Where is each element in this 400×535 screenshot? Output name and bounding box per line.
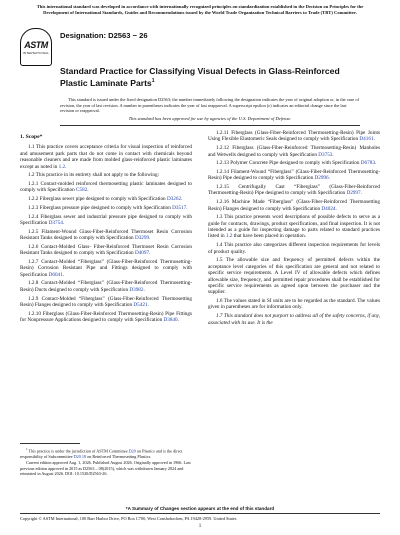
- clause-1-2-5: 1.2.5 Filament-Wound Glass-Fiber-Reinforced Thermoset Resin Corrosion Resistant Tanks designed to comply with Specification D3299.: [20, 228, 192, 242]
- right-column: [208, 130, 380, 328]
- clause-1-2-3: 1.2.3 Fiberglass pressure pipe designed to comply with Specification D3517.: [28, 204, 188, 211]
- summary-of-changes-note: *A Summary of Changes section appears at the end of this standard: [125, 506, 275, 511]
- spec-link-d3517[interactable]: D3517: [172, 204, 187, 211]
- spec-link-d6783[interactable]: D6783: [360, 160, 375, 167]
- page-number: 1: [198, 524, 202, 529]
- footnote-1: $^1$ This practice is under the jurisdiction of ASTM Committee D20 on Plastics and is the direct responsibility of Subcommittee D20.18 on Reinforced Thermosetting Plastics.: [20, 447, 183, 459]
- spec-link-d3982[interactable]: D3982: [129, 286, 144, 293]
- spec-link-d4024[interactable]: D4024: [321, 205, 336, 212]
- tbt-notice: This international standard was developed in accordance with internationally recognized principles on standardization established in the Decision on Principles for the Development of International Standards, Guides and Recommendations issued by the World Trade Organization Technical Barriers to Trade (TBT) Committee.: [36, 4, 364, 15]
- clause-1-1: 1.1 This practice covers acceptance criteria for visual inspection of reinforced and amusement park parts that do not come in contact with chemicals beyond reasonable cleaners and are made from molded glass-reinforced plastic laminates except as noted in 1.2.: [20, 144, 192, 170]
- clause-1-2: 1.2 This practice in its entirety shall not apply to the following:: [28, 172, 160, 179]
- clause-1-7: 1.7 This standard does not purport to address all of the safety concerns, if any, associated with its use. It is the: [208, 313, 380, 326]
- footer-divider: [20, 513, 380, 514]
- section-heading-scope: 1. Scope*: [20, 134, 43, 140]
- footnotes: [20, 447, 192, 477]
- spec-link-d3299[interactable]: D3299: [134, 235, 150, 242]
- clause-1-2-16: 1.2.16 Machine Made “Fiberglass” (Glass-Fiber-Reinforced Thermosetting Resin) Flanges designed to comply with Specification D4024.: [208, 199, 380, 212]
- subcommittee-link-d20-18[interactable]: D20.18: [73, 453, 87, 459]
- header-divider: [60, 125, 360, 126]
- spec-link-d2996[interactable]: D2996: [314, 175, 329, 182]
- clause-1-2-4: 1.2.4 Fiberglass sewer and industrial pressure pipe designed to comply with Specification D3754.: [20, 213, 192, 226]
- logo-mark: ASTM: [24, 39, 48, 50]
- clause-1-2-12: 1.2.12 Fiberglass (Glass-Fiber-Reinforced Thermosetting-Resin) Manholes and Wetwells designed to comply with Specification D3753.: [208, 145, 380, 158]
- clause-1-2-13: 1.2.13 Polymer Concrete Pipe designed to comply with Specification D6783.: [216, 160, 377, 167]
- spec-link-d3262[interactable]: D3262: [166, 196, 182, 203]
- issuance-statement: [60, 97, 360, 114]
- clause-1-2-8: 1.2.8 Contact-Molded “Fiberglass” (Glass-Fiber-Reinforced Thermosetting-Resin) Ducts designed to comply with Specification D3982.: [20, 280, 192, 293]
- clause-1-2-9: 1.2.9 Contact-Molded “Fiberglass” (Glass-Fiber-Reinforced Thermosetting Resin) Flanges designed to comply with Specification D5421.: [20, 295, 192, 308]
- issuance-paragraph: This standard is issued under the fixed designation D2563; the number immediately following the designation indicates the year of original adoption or, in the case of revision, the year of last revision. A number in parentheses indicates the year of last reapproval. A superscript epsilon (ε) indicates an editorial change since the last revision or reapproval.: [60, 97, 359, 113]
- footnote-divider: [20, 443, 80, 444]
- clause-1-2-7: 1.2.7 Contact-Molded “Fiberglass” (Glass-Fiber-Reinforced Thermosetting-Resin) Corrosion Resistant Pipe and Fittings designed to comply with Specification D6041.: [20, 258, 192, 278]
- clause-1-6: 1.6 The values stated in SI units are to be regarded as the standard. The values given in parentheses are for information only.: [208, 298, 380, 311]
- designation: Designation: D2563 − 26: [60, 31, 148, 40]
- logo-subtitle: INTERNATIONAL: [22, 50, 50, 55]
- spec-link-d4097[interactable]: D4097: [134, 250, 150, 257]
- clause-1-2-15: 1.2.15 Centrifugally Cast “Fiberglass” (Glass-Fiber-Reinforced Thermosetting-Resin) Pipe designed to comply with Specification D2997.: [208, 184, 380, 197]
- ref-link-1-2-b[interactable]: 1.2: [225, 233, 233, 240]
- spec-link-d6041[interactable]: D6041: [48, 271, 63, 278]
- dod-approval: This standard has been approved for use by agencies of the U.S. Department of Defense.: [128, 116, 292, 121]
- footnote-edition: Current edition approved Aug. 1, 2026. Published August 2026. Originally approved in 1966. Last previous edition approved in 2015 as D2563 – 08(2015), which was withdrawn January 2024 and reinstated in August 2026. DOI: 10.1520/D2563-26.: [20, 460, 191, 476]
- spec-link-c582[interactable]: C582: [76, 187, 88, 194]
- clause-1-2-14: 1.2.14 Filament-Wound “Fiberglass” (Glass-Fiber-Reinforced Thermosetting-Resin) Pipe designed to comply with Specification D2996.: [208, 168, 380, 182]
- clause-1-2-1: 1.2.1 Contact-molded reinforced thermosetting plastic laminates designed to comply with Specification C582.: [20, 181, 192, 194]
- title-footnote-ref: 1: [151, 78, 155, 84]
- copyright-line: Copyright © ASTM International, 100 Barr Harbor Drive, PO Box C700, West Conshohocken, PA 19428-2959. United States: [20, 516, 237, 521]
- astm-logo: [20, 28, 52, 66]
- clause-1-2-10: 1.2.10 Fiberglass (Glass-Fiber-Reinforced Thermosetting-Resin) Pipe Fittings for Nonpressure Applications designed to comply with Specification D3840.: [20, 310, 192, 324]
- spec-link-d3753[interactable]: D3753: [318, 151, 333, 158]
- title-text: Standard Practice for Classifying Visual Defects in Glass-Reinforced Plastic Laminate Parts: [60, 66, 340, 88]
- spec-link-d3840[interactable]: D3840: [163, 317, 178, 324]
- clause-1-3: 1.3 This practice presents word descriptions of possible defects to serve as a guide for contracts, drawings, product specifications, and final inspection. It is not intended as a guide for inspecting damage to parts related to standard practices listed in 1.2 that have been placed in operation.: [208, 214, 380, 240]
- spec-link-d5421[interactable]: D5421: [133, 301, 148, 308]
- left-column: [20, 130, 192, 326]
- clause-1-4: 1.4 This practice also categorizes different inspection requirements for levels of product quality.: [208, 242, 380, 255]
- spec-link-d2997[interactable]: D2997: [346, 190, 361, 197]
- committee-link-d20[interactable]: D20: [128, 448, 136, 454]
- clause-1-2-11: 1.2.11 Fiberglass (Glass-Fiber-Reinforced Thermosetting-Resin) Pipe Joints Using Flexible Elastomeric Seals designed to comply with Specification D4161.: [208, 130, 380, 143]
- page-title: [60, 66, 360, 88]
- ref-link-1-2[interactable]: 1.2: [58, 163, 66, 170]
- spec-link-d4161[interactable]: D4161: [359, 136, 374, 143]
- clause-1-2-6: 1.2.6 Contact-Molded Glass- Fiber-Reinforced Thermoset Resin Corrosion Resistant Tanks designed to comply with Specification D4097.: [20, 243, 192, 257]
- clause-1-5: 1.5 The allowable size and frequency of permitted defects within the acceptance level categories of this specification are general and not related to specific service requirements. A Level IV of allowable defects which defines allowable size, frequency, and permitted repair procedures shall be established for specific service requirements as agreed upon between the purchaser and the supplier.: [208, 257, 380, 296]
- spec-link-d3754[interactable]: D3754: [48, 219, 63, 226]
- clause-1-2-2: 1.2.2 Fiberglass sewer pipe designed to comply with Specification D3262.: [28, 196, 183, 203]
